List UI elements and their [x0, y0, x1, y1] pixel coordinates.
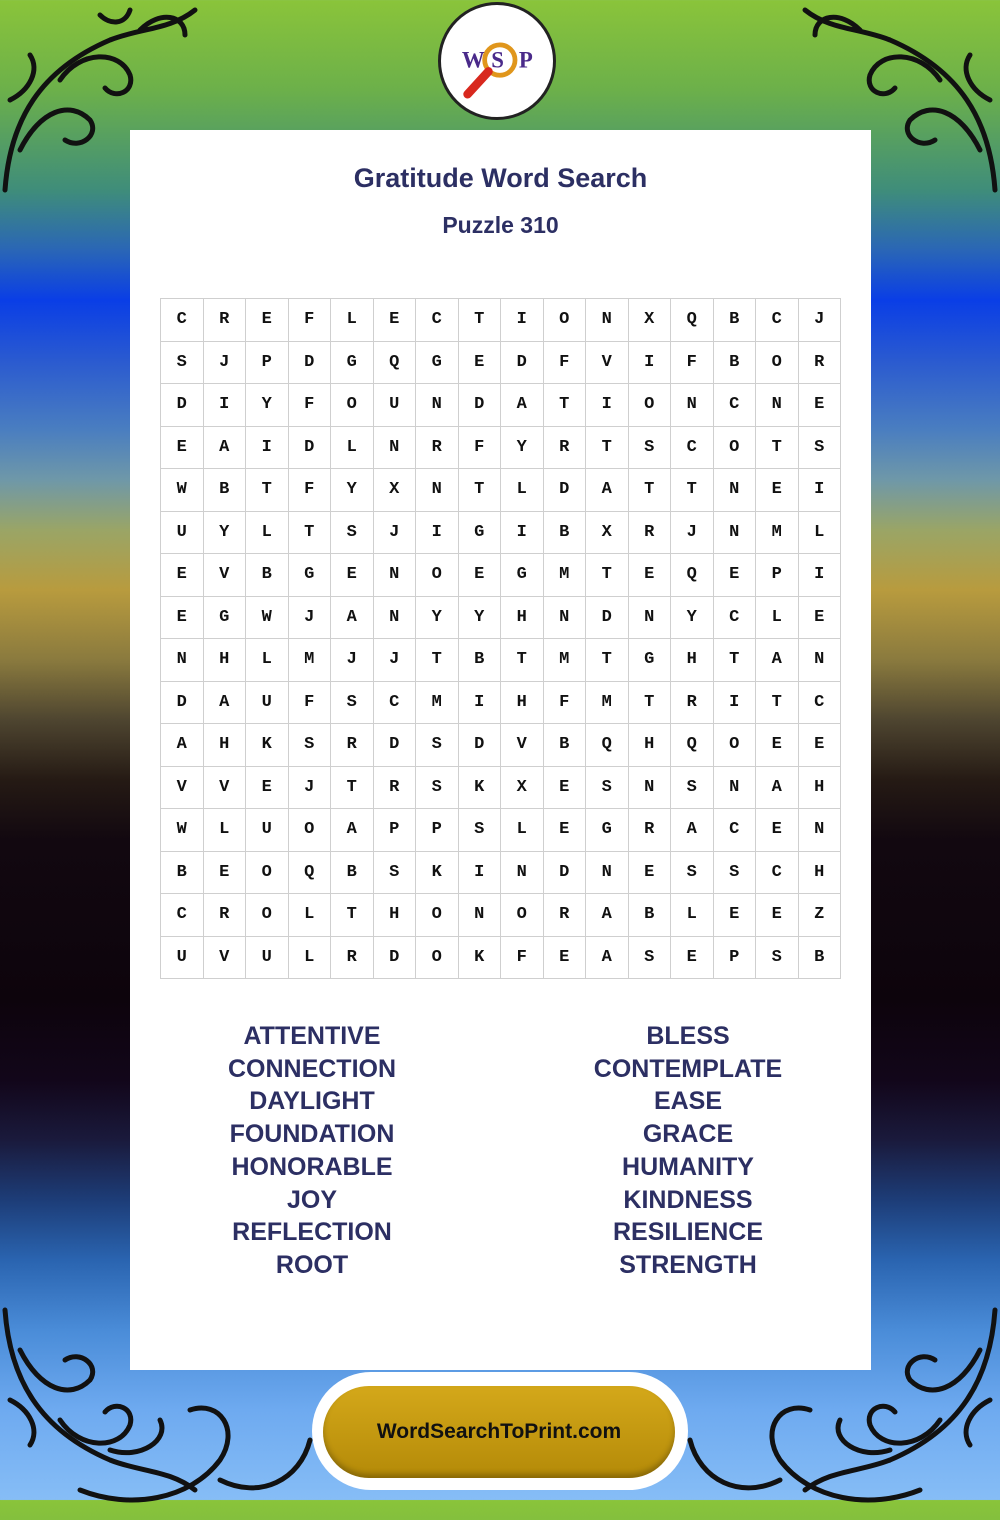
grid-cell[interactable]: S — [416, 767, 459, 810]
grid-cell[interactable]: S — [671, 852, 714, 895]
grid-cell[interactable]: C — [671, 427, 714, 470]
grid-cell[interactable]: W — [246, 597, 289, 640]
grid-cell[interactable]: U — [246, 809, 289, 852]
logo-letter-s: S — [491, 47, 504, 73]
grid-cell[interactable]: T — [289, 512, 332, 555]
grid-cell[interactable]: E — [756, 809, 799, 852]
grid-cell[interactable]: T — [586, 639, 629, 682]
grid-cell[interactable]: E — [799, 724, 842, 767]
grid-cell[interactable]: N — [714, 469, 757, 512]
grid-cell[interactable]: S — [289, 724, 332, 767]
grid-cell[interactable]: I — [714, 682, 757, 725]
grid-cell[interactable]: H — [374, 894, 417, 937]
grid-cell[interactable]: O — [544, 299, 587, 342]
grid-cell[interactable]: L — [289, 937, 332, 980]
grid-cell[interactable]: Q — [586, 724, 629, 767]
grid-cell[interactable]: X — [374, 469, 417, 512]
grid-cell[interactable]: I — [459, 682, 502, 725]
grid-cell[interactable]: O — [501, 894, 544, 937]
site-logo[interactable] — [438, 2, 556, 120]
grid-cell[interactable]: M — [544, 554, 587, 597]
grid-cell[interactable]: T — [501, 639, 544, 682]
grid-cell[interactable]: E — [756, 724, 799, 767]
grid-cell[interactable]: B — [246, 554, 289, 597]
grid-cell[interactable]: C — [416, 299, 459, 342]
grid-cell[interactable]: E — [544, 767, 587, 810]
grid-cell[interactable]: G — [204, 597, 247, 640]
grid-cell[interactable]: A — [331, 809, 374, 852]
grid-cell[interactable]: D — [459, 384, 502, 427]
grid-cell[interactable]: F — [289, 469, 332, 512]
grid-cell[interactable]: R — [204, 299, 247, 342]
grid-cell[interactable]: L — [671, 894, 714, 937]
grid-cell[interactable]: L — [289, 894, 332, 937]
grid-cell[interactable]: C — [756, 299, 799, 342]
grid-cell[interactable]: E — [161, 554, 204, 597]
grid-cell[interactable]: F — [459, 427, 502, 470]
grid-cell[interactable]: E — [459, 554, 502, 597]
grid-cell[interactable]: O — [416, 894, 459, 937]
grid-cell[interactable]: F — [289, 299, 332, 342]
word-list-item: STRENGTH — [619, 1250, 757, 1279]
grid-cell[interactable]: Q — [374, 342, 417, 385]
grid-cell[interactable]: J — [204, 342, 247, 385]
grid-cell[interactable]: U — [161, 937, 204, 980]
grid-cell[interactable]: Q — [671, 299, 714, 342]
grid-cell[interactable]: S — [586, 767, 629, 810]
grid-cell[interactable]: E — [459, 342, 502, 385]
grid-cell[interactable]: L — [246, 512, 289, 555]
grid-cell[interactable]: N — [671, 384, 714, 427]
grid-cell[interactable]: O — [629, 384, 672, 427]
grid-cell[interactable]: T — [756, 427, 799, 470]
grid-cell[interactable]: L — [204, 809, 247, 852]
grid-cell[interactable]: Q — [671, 554, 714, 597]
word-list-item: REFLECTION — [232, 1218, 392, 1247]
grid-cell[interactable]: P — [416, 809, 459, 852]
grid-cell[interactable]: S — [161, 342, 204, 385]
word-list-item: EASE — [653, 1087, 723, 1116]
grid-cell[interactable]: R — [416, 427, 459, 470]
grid-cell[interactable]: T — [671, 469, 714, 512]
grid-cell[interactable]: S — [629, 937, 672, 980]
grid-cell[interactable]: L — [501, 469, 544, 512]
grid-cell[interactable]: N — [799, 809, 842, 852]
grid-cell[interactable]: Y — [246, 384, 289, 427]
grid-cell[interactable]: A — [586, 894, 629, 937]
grid-cell[interactable]: A — [331, 597, 374, 640]
grid-cell[interactable]: E — [756, 469, 799, 512]
word-list-item: DAYLIGHT — [249, 1087, 375, 1116]
logo-letter-p: P — [518, 47, 533, 73]
word-list-item: JOY — [286, 1185, 338, 1214]
grid-cell[interactable]: G — [459, 512, 502, 555]
grid-cell[interactable]: C — [799, 682, 842, 725]
grid-cell[interactable]: P — [714, 937, 757, 980]
grid-cell[interactable]: H — [204, 724, 247, 767]
grid-cell[interactable]: I — [501, 299, 544, 342]
grid-cell[interactable]: E — [544, 809, 587, 852]
grid-cell[interactable]: A — [586, 469, 629, 512]
grid-cell[interactable]: G — [629, 639, 672, 682]
grid-cell[interactable]: V — [204, 937, 247, 980]
word-list-item: CONTEMPLATE — [593, 1054, 783, 1083]
grid-cell[interactable]: K — [459, 767, 502, 810]
grid-cell[interactable]: V — [161, 767, 204, 810]
grid-cell[interactable]: I — [246, 427, 289, 470]
grid-cell[interactable]: J — [799, 299, 842, 342]
grid-cell[interactable]: T — [459, 469, 502, 512]
logo-letter-w: W — [461, 47, 485, 73]
grid-cell[interactable]: T — [586, 554, 629, 597]
grid-cell[interactable]: J — [374, 639, 417, 682]
grid-cell[interactable]: Q — [671, 724, 714, 767]
grid-cell[interactable]: L — [331, 427, 374, 470]
grid-cell[interactable]: B — [714, 342, 757, 385]
word-list-item: HUMANITY — [622, 1152, 754, 1181]
grid-cell[interactable]: F — [289, 682, 332, 725]
puzzle-number: Puzzle 310 — [442, 212, 559, 238]
grid-cell[interactable]: L — [501, 809, 544, 852]
grid-cell[interactable]: T — [629, 682, 672, 725]
grid-cell[interactable]: V — [586, 342, 629, 385]
word-list-item: ROOT — [275, 1250, 349, 1279]
grid-cell[interactable]: S — [459, 809, 502, 852]
grid-cell[interactable]: C — [161, 299, 204, 342]
grid-cell[interactable]: E — [204, 852, 247, 895]
grid-cell[interactable]: I — [501, 512, 544, 555]
grid-cell[interactable]: J — [331, 639, 374, 682]
grid-cell[interactable]: S — [756, 937, 799, 980]
grid-cell[interactable]: T — [416, 639, 459, 682]
grid-cell[interactable]: O — [714, 427, 757, 470]
grid-cell[interactable]: I — [416, 512, 459, 555]
grid-cell[interactable]: I — [586, 384, 629, 427]
grid-cell[interactable]: N — [374, 427, 417, 470]
grid-cell[interactable]: N — [629, 597, 672, 640]
grid-cell[interactable]: S — [799, 427, 842, 470]
grid-cell[interactable]: F — [544, 682, 587, 725]
grid-cell[interactable]: X — [501, 767, 544, 810]
grid-cell[interactable]: R — [799, 342, 842, 385]
grid-cell[interactable]: R — [629, 809, 672, 852]
grid-cell[interactable]: D — [374, 724, 417, 767]
word-list-item: ATTENTIVE — [243, 1022, 381, 1050]
grid-cell[interactable]: A — [161, 724, 204, 767]
grid-cell[interactable]: O — [331, 384, 374, 427]
grid-cell[interactable]: U — [161, 512, 204, 555]
grid-cell[interactable]: A — [671, 809, 714, 852]
grid-cell[interactable]: O — [289, 809, 332, 852]
grid-cell[interactable]: Y — [416, 597, 459, 640]
grid-cell[interactable]: G — [586, 809, 629, 852]
grid-cell[interactable]: J — [289, 597, 332, 640]
grid-cell[interactable]: M — [289, 639, 332, 682]
grid-cell[interactable]: G — [331, 342, 374, 385]
grid-cell[interactable]: E — [544, 937, 587, 980]
grid-cell[interactable]: F — [501, 937, 544, 980]
grid-cell[interactable]: O — [756, 342, 799, 385]
grid-cell[interactable]: G — [501, 554, 544, 597]
grid-cell[interactable]: N — [459, 894, 502, 937]
grid-cell[interactable]: L — [799, 512, 842, 555]
grid-cell[interactable]: V — [204, 554, 247, 597]
grid-cell[interactable]: B — [714, 299, 757, 342]
grid-cell[interactable]: E — [374, 299, 417, 342]
word-list-item: GRACE — [642, 1120, 734, 1149]
grid-cell[interactable]: I — [799, 469, 842, 512]
grid-cell[interactable]: L — [756, 597, 799, 640]
grid-cell[interactable]: E — [671, 937, 714, 980]
grid-cell[interactable]: S — [671, 767, 714, 810]
grid-cell[interactable]: O — [416, 554, 459, 597]
grid-cell[interactable]: T — [629, 469, 672, 512]
grid-cell[interactable]: B — [544, 724, 587, 767]
grid-cell[interactable]: T — [586, 427, 629, 470]
grid-cell[interactable]: N — [374, 597, 417, 640]
grid-cell[interactable]: R — [544, 894, 587, 937]
grid-cell[interactable]: Y — [331, 469, 374, 512]
grid-cell[interactable]: O — [416, 937, 459, 980]
grid-cell[interactable]: F — [544, 342, 587, 385]
grid-cell[interactable]: C — [374, 682, 417, 725]
grid-cell[interactable]: N — [416, 469, 459, 512]
grid-cell[interactable]: N — [756, 384, 799, 427]
word-list-left — [162, 1020, 462, 1282]
grid-cell[interactable]: N — [714, 767, 757, 810]
magnifier-icon — [441, 5, 553, 117]
grid-cell[interactable]: B — [629, 894, 672, 937]
grid-cell[interactable]: F — [671, 342, 714, 385]
word-list-item: KINDNESS — [623, 1185, 753, 1214]
grid-cell[interactable]: D — [374, 937, 417, 980]
grid-cell[interactable]: V — [204, 767, 247, 810]
grid-cell[interactable]: A — [586, 937, 629, 980]
grid-cell[interactable]: H — [799, 852, 842, 895]
grid-cell[interactable]: T — [246, 469, 289, 512]
grid-cell[interactable]: J — [374, 512, 417, 555]
grid-cell[interactable]: E — [756, 894, 799, 937]
grid-cell[interactable]: K — [459, 937, 502, 980]
grid-cell[interactable]: N — [374, 554, 417, 597]
grid-cell[interactable]: H — [501, 597, 544, 640]
grid-cell[interactable]: E — [331, 554, 374, 597]
grid-cell[interactable]: S — [416, 724, 459, 767]
grid-cell[interactable]: M — [586, 682, 629, 725]
grid-cell[interactable]: F — [289, 384, 332, 427]
grid-cell[interactable]: H — [671, 639, 714, 682]
grid-cell[interactable]: M — [756, 512, 799, 555]
grid-cell[interactable]: V — [501, 724, 544, 767]
grid-cell[interactable]: H — [501, 682, 544, 725]
grid-cell[interactable]: R — [374, 767, 417, 810]
grid-cell[interactable]: B — [544, 512, 587, 555]
grid-cell[interactable]: N — [501, 852, 544, 895]
page-title: Gratitude Word Search — [353, 163, 648, 193]
grid-cell[interactable]: S — [374, 852, 417, 895]
grid-cell[interactable]: I — [629, 342, 672, 385]
grid-cell[interactable]: E — [246, 299, 289, 342]
grid-cell[interactable]: E — [714, 554, 757, 597]
grid-cell[interactable]: C — [714, 597, 757, 640]
word-list-item: HONORABLE — [231, 1152, 393, 1181]
grid-cell[interactable]: D — [289, 427, 332, 470]
grid-cell[interactable]: I — [204, 384, 247, 427]
grid-cell[interactable]: R — [331, 937, 374, 980]
grid-cell[interactable]: B — [161, 852, 204, 895]
grid-cell[interactable]: J — [671, 512, 714, 555]
grid-cell[interactable]: W — [161, 809, 204, 852]
grid-cell[interactable]: R — [331, 724, 374, 767]
grid-cell[interactable]: M — [544, 639, 587, 682]
grid-cell[interactable]: Y — [204, 512, 247, 555]
grid-cell[interactable]: N — [416, 384, 459, 427]
grid-cell[interactable]: R — [544, 427, 587, 470]
grid-cell[interactable]: B — [459, 639, 502, 682]
grid-cell[interactable]: X — [629, 299, 672, 342]
grid-cell[interactable]: T — [756, 682, 799, 725]
grid-cell[interactable]: T — [331, 894, 374, 937]
grid-cell[interactable]: D — [289, 342, 332, 385]
website-link-button[interactable]: WordSearchToPrint.com — [323, 1386, 675, 1478]
grid-cell[interactable]: O — [246, 894, 289, 937]
grid-cell[interactable]: E — [246, 767, 289, 810]
grid-cell[interactable]: C — [161, 894, 204, 937]
word-list-item: FOUNDATION — [229, 1120, 395, 1149]
grid-cell[interactable]: T — [714, 639, 757, 682]
word-list-item: CONNECTION — [227, 1054, 397, 1083]
grid-cell[interactable]: H — [629, 724, 672, 767]
grid-cell[interactable]: L — [331, 299, 374, 342]
grid-cell[interactable]: S — [629, 427, 672, 470]
grid-cell[interactable]: G — [416, 342, 459, 385]
grid-cell[interactable]: J — [289, 767, 332, 810]
grid-cell[interactable]: N — [586, 299, 629, 342]
grid-cell[interactable]: Y — [459, 597, 502, 640]
grid-cell[interactable]: N — [714, 512, 757, 555]
grid-cell[interactable]: E — [799, 384, 842, 427]
grid-cell[interactable]: G — [289, 554, 332, 597]
grid-cell[interactable]: A — [756, 639, 799, 682]
grid-cell[interactable]: N — [544, 597, 587, 640]
grid-cell[interactable]: A — [204, 427, 247, 470]
grid-cell[interactable]: Z — [799, 894, 842, 937]
grid-cell[interactable]: T — [459, 299, 502, 342]
grid-cell[interactable]: D — [586, 597, 629, 640]
grid-cell[interactable]: A — [501, 384, 544, 427]
grid-cell[interactable]: S — [714, 852, 757, 895]
grid-cell[interactable]: I — [799, 554, 842, 597]
grid-cell[interactable]: R — [629, 512, 672, 555]
grid-cell[interactable]: B — [204, 469, 247, 512]
grid-cell[interactable]: C — [714, 384, 757, 427]
grid-cell[interactable]: O — [714, 724, 757, 767]
grid-cell[interactable]: M — [416, 682, 459, 725]
letter-grid — [160, 298, 841, 979]
grid-cell[interactable]: Q — [289, 852, 332, 895]
grid-cell[interactable]: S — [331, 512, 374, 555]
word-list-right — [538, 1020, 838, 1282]
grid-cell[interactable]: N — [161, 639, 204, 682]
grid-cell[interactable]: N — [629, 767, 672, 810]
grid-cell[interactable]: H — [204, 639, 247, 682]
grid-cell[interactable]: N — [799, 639, 842, 682]
grid-cell[interactable]: N — [586, 852, 629, 895]
grid-cell[interactable]: K — [416, 852, 459, 895]
grid-cell[interactable]: T — [544, 384, 587, 427]
grid-cell[interactable]: H — [799, 767, 842, 810]
grid-cell[interactable]: W — [161, 469, 204, 512]
grid-cell[interactable]: P — [246, 342, 289, 385]
grid-cell[interactable]: E — [799, 597, 842, 640]
puzzle-panel — [130, 130, 871, 1370]
grid-cell[interactable]: D — [501, 342, 544, 385]
grid-cell[interactable]: B — [331, 852, 374, 895]
grid-cell[interactable]: D — [161, 682, 204, 725]
grid-cell[interactable]: D — [544, 469, 587, 512]
grid-cell[interactable]: E — [714, 894, 757, 937]
grid-cell[interactable]: R — [671, 682, 714, 725]
grid-cell[interactable]: U — [246, 937, 289, 980]
grid-cell[interactable]: D — [459, 724, 502, 767]
grid-cell[interactable]: D — [161, 384, 204, 427]
grid-cell[interactable]: A — [204, 682, 247, 725]
grid-cell[interactable]: L — [246, 639, 289, 682]
grid-cell[interactable]: E — [629, 554, 672, 597]
grid-cell[interactable]: T — [331, 767, 374, 810]
grid-cell[interactable]: B — [799, 937, 842, 980]
grid-cell[interactable]: S — [331, 682, 374, 725]
grid-cell[interactable]: Y — [671, 597, 714, 640]
word-list-item: RESILIENCE — [612, 1218, 764, 1247]
grid-cell[interactable]: C — [714, 809, 757, 852]
grid-cell[interactable]: E — [629, 852, 672, 895]
grid-cell[interactable]: P — [374, 809, 417, 852]
grid-cell[interactable]: E — [161, 597, 204, 640]
grid-cell[interactable]: C — [756, 852, 799, 895]
grid-cell[interactable]: K — [246, 724, 289, 767]
grid-cell[interactable]: I — [459, 852, 502, 895]
grid-cell[interactable]: P — [756, 554, 799, 597]
grid-cell[interactable]: R — [204, 894, 247, 937]
grid-cell[interactable]: U — [246, 682, 289, 725]
grid-cell[interactable]: Y — [501, 427, 544, 470]
grid-cell[interactable]: O — [246, 852, 289, 895]
grid-cell[interactable]: E — [161, 427, 204, 470]
grid-cell[interactable]: U — [374, 384, 417, 427]
grid-cell[interactable]: D — [544, 852, 587, 895]
grid-cell[interactable]: A — [756, 767, 799, 810]
grid-cell[interactable]: X — [586, 512, 629, 555]
word-list-item: BLESS — [646, 1022, 730, 1050]
